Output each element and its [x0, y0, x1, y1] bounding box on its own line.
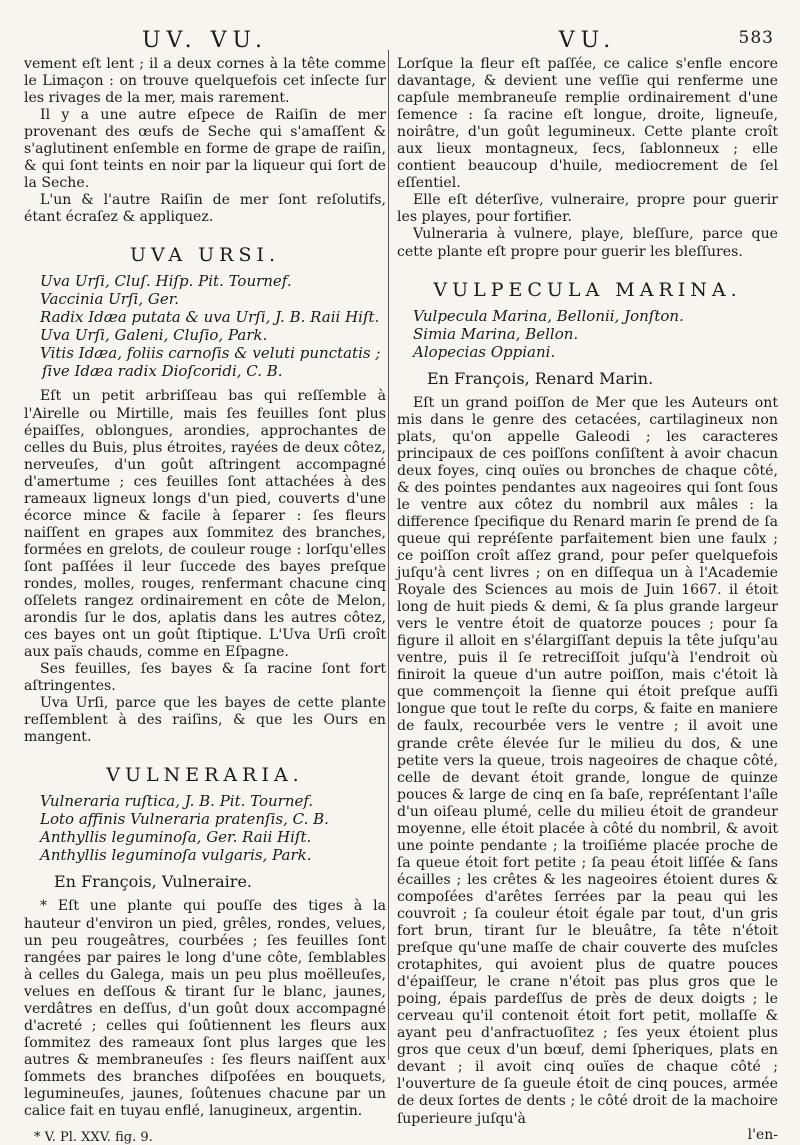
synonym: Vulneraria ruſtica, J. B. Pit. Tournef.: [40, 792, 314, 811]
synonym: Vitis Idæa, foliis carnoſis & veluti punctatis ; ſive Idæa radix Dioſcoridi, C. B.: [40, 344, 381, 381]
right-column: [397, 26, 778, 1142]
paragraph: Eſt un grand poiſſon de Mer que les Auteurs ont mis dans le genre des cetacées, cartilagineux non plats, qu'on appelle Galeodi ; les caracteres principaux de ces poiſſons conſiſtent à avoir chacun deux foyes, cinq ouïes ou bronches de chaque côté, & des pointes pendantes aux nageoires qui ſont ſous le ventre aux côtez du nombril aux mâles : la difference ſpecifique du Renard marin ſe prend de ſa queue qui repréſente parfaitement bien une faulx ; ce poiſſon croît aſſez grand, pour peſer quelquefois juſqu'à cent livres ; on en diſſequa un à l'Academie Royale des Sciences au mois de Juin 1667. il étoit long de huit pieds & demi, & ſa plus grande largeur vers le ventre étoit de quatorze pouces ; pour ſa figure il alloit en s'élargiſſant depuis la tête juſqu'au ventre, puis il ſe retreciſſoit juſqu'à l'endroit où finiroit la queue d'un autre poiſſon, mais c'étoit là que commençoit la ſienne qui étoit preſque auſſi longue que tout le reſte du corps, & faite en maniere de faulx, recourbée vers le ventre ; il avoit une grande crête élevée ſur le milieu du dos, & une petite vers la queue, trois nageoires de chaque côté, celle de devant étoit grande, longue de quinze pouces & large de cinq en ſa baſe, repréſentant l'aîle d'un oiſeau plumé, celle du milieu étoit de grandeur moyenne, elle étoit placée à côté du nombril, & avoit une pointe pendante ; la troiſiéme placée proche de ſa queue étoit fort petite ; ſa peau étoit liſſée & ſans écailles ; les crêtes & les nageoires étoient dures & compoſées d'arêtes ſerrées par la peau qui les couvroit ; ſa couleur étoit égale par tout, d'un gris fort brun, tirant ſur le bleuâtre, ſa tête n'étoit preſque qu'une maſſe de chair couverte des muſcles crotaphites, qui avoient plus de quatre pouces d'épaiſſeur, le crane n'étoit pas plus gros que le poing, épais pardeſſus de près de deux doigts ; le cerveau qu'il contenoit étoit fort petit, mollaſſe & ayant peu d'anfractuoſitez ; ſes yeux étoient plus gros que ceux d'un bœuf, demi ſpheriques, plats en devant ; il avoit cinq ouïes de chaque côté ; l'ouverture de ſa gueule étoit de cinq pouces, armée de deux ſortes de dents ; le côté droit de la machoire ſuperieure juſqu'à: [397, 394, 778, 1127]
running-head-right: VU.: [558, 28, 617, 53]
synonym: Alopecias Oppiani.: [413, 342, 556, 361]
synonym: Loto affinis Vulneraria pratenſis, C. B.: [40, 810, 329, 829]
entry-heading-uva-ursi: UVA URSI.: [129, 244, 281, 267]
paragraph: Ses feuilles, ſes bayes & ſa racine ſont fort aſtringentes.: [24, 661, 386, 695]
page-number: 583: [738, 28, 774, 48]
paragraph: L'un & l'autre Raiſin de mer ſont reſolutifs, étant écraſez & appliquez.: [24, 192, 386, 226]
french-name: En François, Renard Marin.: [427, 368, 654, 388]
paragraph: Uva Urſi, parce que les bayes de cette plante reſſemblent à des raiſins, & que les Ours en mangent.: [24, 695, 386, 746]
catchword: l'en-: [747, 1126, 778, 1143]
running-head-left: UV. VU.: [142, 28, 268, 53]
footnote: * V. Pl. XXV. fig. 9.: [34, 1130, 153, 1145]
synonym: Uva Urſi, Cluſ. Hiſp. Pit. Tournef.: [40, 272, 292, 291]
synonym-list: [397, 307, 778, 361]
synonym: Vulpecula Marina, Bellonii, Jonſton.: [413, 306, 684, 325]
synonym: Simia Marina, Bellon.: [413, 324, 579, 343]
paragraph: vement eſt lent ; il a deux cornes à la tête comme le Limaçon : on trouve quelquefois cet inſecte ſur les rivages de la mer, mais rarement.: [24, 56, 386, 107]
paragraph: Il y a une autre eſpece de Raiſin de mer provenant des œufs de Seche qui s'amaſſent & s'aglutinent enſemble en forme de grape de raiſin, & qui ſont teints en noir par la liqueur qui ſort de la Seche.: [24, 107, 386, 192]
french-name: En François, Vulneraire.: [54, 872, 252, 892]
paragraph: Lorſque la fleur eſt paſſée, ce calice s'enfle encore davantage, & devient une veſſie qui renferme une capſule membraneuſe remplie ordinairement d'une ſemence : ſa racine eſt longue, droite, ligneuſe, noirâtre, d'un goût legumineux. Cette plante croît aux lieux montagneux, ſecs, ſablonneux ; elle contient beaucoup d'huile, mediocrement de ſel eſſentiel.: [397, 56, 778, 192]
paragraph: Vulneraria à vulnere, playe, bleſſure, parce que cette plante eſt propre pour guerir les bleſſures.: [397, 226, 778, 260]
entry-heading-vulneraria: VULNERARIA.: [106, 764, 304, 787]
paragraph: Eſt un petit arbriſſeau bas qui reſſemble à l'Airelle ou Mirtille, mais ſes feuilles ſont plus épaiſſes, oblongues, arondies, approchantes de celles du Buis, plus étroites, rayées de deux côtez, nerveuſes, d'un goût aſtringent accompagné d'amertume ; ces feuilles ſont attachées à des rameaux ligneux longs d'un pied, couverts d'une écorce mince & facile à ſeparer : ſes fleurs naiſſent en grapes aux ſommitez des branches, formées en grelots, de couleur rouge : lorſqu'elles ſont paſſées il leur ſuccede des bayes preſque rondes, molles, rouges, renfermant chacune cinq oſſelets rangez ordinairement en côte de Melon, arondis ſur le dos, aplatis dans les autres côtez, ces bayes ont un goût ſtiptique. L'Uva Urſi croît aux païs chauds, comme en Eſpagne.: [24, 388, 386, 661]
synonym-list: [24, 792, 386, 864]
paragraph: Elle eſt déterſive, vulneraire, propre pour guerir les playes, pour fortifier.: [397, 192, 778, 226]
synonym: Radix Idæa putata & uva Urſi, J. B. Raii Hiſt.: [40, 308, 380, 327]
left-column: [24, 26, 386, 1145]
paragraph: * Eſt une plante qui pouſſe des tiges à la hauteur d'environ un pied, grêles, rondes, velues, un peu rougeâtres, courbées ; ſes feuilles ſont rangées par paires le long d'une côte, ſemblables à celles du Galega, mais un peu plus moëlleuſes, velues en deſſous & tirant ſur le blanc, jaunes, verdâtres en deſſus, d'un goût doux accompagné d'acreté ; celles qui ſoûtiennent les fleurs aux ſommitez des rameaux ſont plus larges que les autres & membraneuſes : ſes fleurs naiſſent aux ſommets des branches diſpoſées en bouquets, legumineuſes, jaunes, ſoûtenues chacune par un calice fait en tuyau enflé, lanugineux, argentin.: [24, 898, 386, 1120]
entry-heading-vulpecula-marina: VULPECULA MARINA.: [433, 278, 742, 301]
synonym: Vaccinia Urſi, Ger.: [40, 290, 180, 309]
synonym: Anthyllis leguminoſa vulgaris, Park.: [40, 846, 312, 865]
synonym: Anthyllis leguminoſa, Ger. Raii Hiſt.: [40, 828, 312, 847]
column-divider: [388, 50, 389, 1060]
synonym-list: [24, 272, 386, 380]
synonym: Uva Urſi, Galeni, Cluſio, Park.: [40, 326, 268, 345]
